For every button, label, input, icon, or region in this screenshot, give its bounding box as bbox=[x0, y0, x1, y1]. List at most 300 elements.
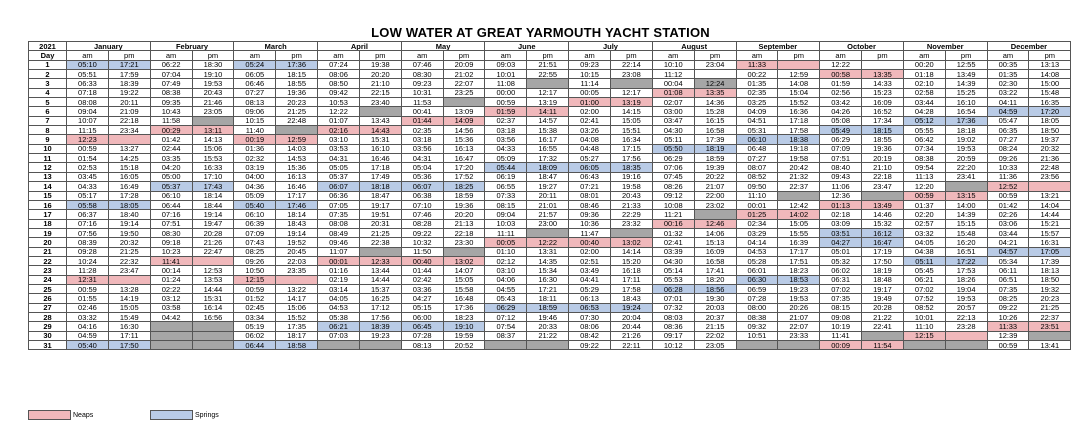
time-cell: 05:24 bbox=[234, 60, 276, 69]
time-cell: 06:43 bbox=[569, 172, 611, 181]
time-cell: 07:51 bbox=[820, 154, 862, 163]
time-cell: 02:07 bbox=[652, 98, 694, 107]
time-cell: 09:26 bbox=[987, 154, 1029, 163]
time-cell: 04:31 bbox=[318, 154, 360, 163]
time-cell: 07:16 bbox=[67, 219, 109, 228]
time-cell: 07:01 bbox=[652, 294, 694, 303]
time-cell: 04:14 bbox=[736, 238, 778, 247]
time-cell: 11:12 bbox=[652, 70, 694, 79]
time-cell bbox=[862, 331, 904, 340]
day-number: 29 bbox=[29, 322, 67, 331]
time-cell bbox=[192, 341, 234, 350]
time-cell: 15:48 bbox=[1029, 88, 1071, 97]
time-cell: 08:07 bbox=[736, 163, 778, 172]
time-cell: 12:22 bbox=[527, 238, 569, 247]
time-cell: 10:15 bbox=[569, 70, 611, 79]
time-cell: 07:10 bbox=[401, 200, 443, 209]
time-cell: 03:39 bbox=[652, 247, 694, 256]
time-cell: 08:49 bbox=[318, 228, 360, 237]
time-cell: 01:25 bbox=[736, 210, 778, 219]
time-cell: 15:52 bbox=[778, 98, 820, 107]
table-row bbox=[29, 219, 1071, 228]
time-cell: 14:15 bbox=[610, 107, 652, 116]
time-cell: 02:57 bbox=[903, 219, 945, 228]
time-cell: 13:21 bbox=[1029, 191, 1071, 200]
time-cell: 12:23 bbox=[67, 135, 109, 144]
time-cell: 13:02 bbox=[610, 238, 652, 247]
time-cell bbox=[778, 341, 820, 350]
time-cell: 16:13 bbox=[276, 172, 318, 181]
month-header: May bbox=[401, 42, 485, 51]
time-cell: 15:32 bbox=[862, 219, 904, 228]
time-cell: 05:51 bbox=[67, 70, 109, 79]
time-cell: 04:48 bbox=[569, 144, 611, 153]
time-cell: 16:15 bbox=[694, 116, 736, 125]
time-cell: 09:28 bbox=[67, 247, 109, 256]
day-number: 30 bbox=[29, 331, 67, 340]
time-cell: 02:41 bbox=[652, 238, 694, 247]
time-cell: 00:19 bbox=[234, 135, 276, 144]
time-cell: 02:12 bbox=[485, 256, 527, 265]
time-cell: 06:39 bbox=[234, 219, 276, 228]
time-cell: 08:13 bbox=[234, 98, 276, 107]
time-cell: 08:50 bbox=[318, 79, 360, 88]
time-cell: 09:35 bbox=[150, 98, 192, 107]
time-cell: 05:40 bbox=[234, 200, 276, 209]
time-cell: 22:03 bbox=[276, 256, 318, 265]
time-cell: 21:07 bbox=[778, 312, 820, 321]
day-number: 13 bbox=[29, 172, 67, 181]
time-cell: 22:18 bbox=[862, 172, 904, 181]
time-cell: 10:53 bbox=[318, 98, 360, 107]
time-cell: 01:44 bbox=[401, 266, 443, 275]
time-cell: 00:09 bbox=[820, 341, 862, 350]
time-cell bbox=[443, 98, 485, 107]
day-number: 20 bbox=[29, 238, 67, 247]
time-cell: 19:16 bbox=[610, 172, 652, 181]
time-cell: 04:28 bbox=[903, 107, 945, 116]
time-cell: 22:07 bbox=[778, 322, 820, 331]
time-cell: 06:31 bbox=[820, 275, 862, 284]
time-cell: 19:10 bbox=[443, 322, 485, 331]
time-cell: 21:07 bbox=[694, 182, 736, 191]
time-cell: 09:12 bbox=[652, 191, 694, 200]
time-cell: 08:26 bbox=[652, 182, 694, 191]
day-number: 5 bbox=[29, 98, 67, 107]
time-cell: 18:23 bbox=[778, 266, 820, 275]
time-cell: 04:41 bbox=[569, 275, 611, 284]
time-cell: 19:53 bbox=[778, 294, 820, 303]
time-cell: 20:23 bbox=[276, 98, 318, 107]
time-cell: 05:37 bbox=[318, 172, 360, 181]
time-cell: 05:36 bbox=[401, 172, 443, 181]
time-cell: 00:59 bbox=[903, 191, 945, 200]
time-cell: 09:08 bbox=[820, 312, 862, 321]
day-number: 26 bbox=[29, 294, 67, 303]
time-cell: 06:01 bbox=[736, 266, 778, 275]
time-cell bbox=[945, 182, 987, 191]
time-cell: 20:28 bbox=[862, 303, 904, 312]
time-cell: 23:04 bbox=[694, 60, 736, 69]
table-row bbox=[29, 200, 1071, 209]
time-cell: 04:33 bbox=[485, 144, 527, 153]
time-cell bbox=[359, 247, 401, 256]
time-cell: 21:33 bbox=[610, 200, 652, 209]
time-cell bbox=[1029, 331, 1071, 340]
time-cell: 02:26 bbox=[987, 210, 1029, 219]
time-cell: 02:56 bbox=[820, 88, 862, 97]
time-cell: 17:58 bbox=[610, 284, 652, 293]
time-cell: 21:10 bbox=[359, 79, 401, 88]
table-row bbox=[29, 154, 1071, 163]
time-cell: 14:17 bbox=[276, 294, 318, 303]
time-cell: 06:11 bbox=[987, 266, 1029, 275]
time-cell: 00:59 bbox=[485, 98, 527, 107]
time-cell: 07:32 bbox=[652, 303, 694, 312]
time-cell: 06:10 bbox=[736, 135, 778, 144]
table-row bbox=[29, 210, 1071, 219]
time-cell: 09:36 bbox=[569, 210, 611, 219]
table-row bbox=[29, 294, 1071, 303]
day-number: 31 bbox=[29, 341, 67, 350]
time-cell: 04:26 bbox=[820, 107, 862, 116]
time-cell: 15:31 bbox=[359, 135, 401, 144]
time-cell: 08:30 bbox=[150, 228, 192, 237]
time-cell: 15:58 bbox=[443, 284, 485, 293]
time-cell: 18:09 bbox=[527, 163, 569, 172]
time-cell: 15:53 bbox=[192, 154, 234, 163]
time-cell: 12:55 bbox=[945, 60, 987, 69]
day-number: 24 bbox=[29, 275, 67, 284]
time-cell: 01:13 bbox=[820, 200, 862, 209]
table-row bbox=[29, 116, 1071, 125]
time-cell: 02:00 bbox=[569, 247, 611, 256]
time-cell: 04:06 bbox=[485, 275, 527, 284]
time-cell: 19:04 bbox=[945, 284, 987, 293]
time-cell: 09:18 bbox=[150, 238, 192, 247]
time-cell: 00:40 bbox=[569, 238, 611, 247]
time-cell: 00:35 bbox=[987, 60, 1029, 69]
time-cell: 03:42 bbox=[820, 98, 862, 107]
time-cell: 06:02 bbox=[234, 331, 276, 340]
time-cell: 05:28 bbox=[736, 256, 778, 265]
time-cell: 01:16 bbox=[318, 266, 360, 275]
time-cell: 22:32 bbox=[108, 256, 150, 265]
time-cell: 06:21 bbox=[903, 275, 945, 284]
time-cell: 08:01 bbox=[569, 191, 611, 200]
time-cell: 23:32 bbox=[610, 219, 652, 228]
time-cell: 21:26 bbox=[192, 238, 234, 247]
time-cell: 07:04 bbox=[150, 70, 192, 79]
time-cell: 18:05 bbox=[108, 200, 150, 209]
day-number: 1 bbox=[29, 60, 67, 69]
time-cell: 17:51 bbox=[778, 256, 820, 265]
time-cell: 10:03 bbox=[485, 219, 527, 228]
time-cell: 13:11 bbox=[192, 126, 234, 135]
time-cell: 02:10 bbox=[903, 79, 945, 88]
time-cell: 12:42 bbox=[778, 200, 820, 209]
time-cell: 19:47 bbox=[192, 219, 234, 228]
time-cell: 18:13 bbox=[1029, 266, 1071, 275]
time-cell: 03:44 bbox=[987, 228, 1029, 237]
time-cell: 06:42 bbox=[903, 135, 945, 144]
time-cell: 09:23 bbox=[401, 79, 443, 88]
time-cell: 05:14 bbox=[652, 266, 694, 275]
time-cell: 03:47 bbox=[652, 116, 694, 125]
time-cell: 05:01 bbox=[820, 247, 862, 256]
time-cell: 07:46 bbox=[401, 60, 443, 69]
time-cell: 10:24 bbox=[67, 256, 109, 265]
time-cell: 10:33 bbox=[987, 163, 1029, 172]
time-cell: 06:29 bbox=[820, 135, 862, 144]
time-cell: 22:55 bbox=[527, 70, 569, 79]
time-cell: 18:14 bbox=[276, 210, 318, 219]
time-cell: 16:58 bbox=[694, 256, 736, 265]
time-cell: 13:09 bbox=[443, 107, 485, 116]
time-cell: 22:13 bbox=[945, 312, 987, 321]
time-cell: 00:01 bbox=[736, 200, 778, 209]
time-cell: 17:18 bbox=[359, 163, 401, 172]
time-cell: 02:45 bbox=[234, 303, 276, 312]
time-cell: 05:53 bbox=[652, 275, 694, 284]
time-cell: 03:58 bbox=[150, 303, 192, 312]
time-cell: 07:09 bbox=[820, 144, 862, 153]
time-cell: 06:10 bbox=[234, 210, 276, 219]
time-cell: 20:20 bbox=[359, 70, 401, 79]
time-cell: 21:25 bbox=[276, 107, 318, 116]
time-cell: 05:11 bbox=[652, 135, 694, 144]
time-cell: 12:52 bbox=[987, 182, 1029, 191]
time-cell: 06:30 bbox=[736, 275, 778, 284]
time-cell: 04:38 bbox=[903, 247, 945, 256]
time-cell: 17:58 bbox=[778, 126, 820, 135]
time-cell: 02:34 bbox=[736, 219, 778, 228]
time-cell: 15:34 bbox=[527, 266, 569, 275]
time-cell: 10:08 bbox=[652, 200, 694, 209]
time-cell: 14:56 bbox=[443, 126, 485, 135]
time-cell: 17:19 bbox=[862, 247, 904, 256]
time-cell: 08:42 bbox=[569, 331, 611, 340]
time-cell: 22:29 bbox=[610, 210, 652, 219]
time-cell: 08:40 bbox=[820, 163, 862, 172]
time-cell: 11:50 bbox=[401, 247, 443, 256]
time-cell: 18:50 bbox=[1029, 275, 1071, 284]
time-cell: 12:59 bbox=[276, 135, 318, 144]
time-cell: 00:29 bbox=[150, 126, 192, 135]
am-header: am bbox=[234, 51, 276, 60]
time-cell: 14:00 bbox=[945, 200, 987, 209]
time-cell: 09:43 bbox=[820, 172, 862, 181]
time-cell: 16:58 bbox=[694, 126, 736, 135]
time-cell: 02:42 bbox=[401, 275, 443, 284]
time-cell: 14:25 bbox=[108, 154, 150, 163]
table-row bbox=[29, 331, 1071, 340]
time-cell: 16:05 bbox=[108, 172, 150, 181]
time-cell: 17:34 bbox=[862, 116, 904, 125]
time-cell: 18:19 bbox=[862, 266, 904, 275]
time-cell: 04:21 bbox=[987, 238, 1029, 247]
month-header: November bbox=[903, 42, 987, 51]
time-cell: 10:26 bbox=[987, 312, 1029, 321]
time-cell: 02:53 bbox=[67, 163, 109, 172]
time-cell: 13:49 bbox=[862, 200, 904, 209]
time-cell: 13:43 bbox=[359, 116, 401, 125]
time-cell: 22:47 bbox=[192, 247, 234, 256]
time-cell: 20:45 bbox=[276, 247, 318, 256]
time-cell: 16:10 bbox=[945, 98, 987, 107]
time-cell: 14:14 bbox=[610, 247, 652, 256]
time-cell: 21:36 bbox=[1029, 154, 1071, 163]
time-cell: 07:30 bbox=[569, 312, 611, 321]
month-header: August bbox=[652, 42, 736, 51]
time-cell bbox=[318, 341, 360, 350]
time-cell: 20:31 bbox=[359, 219, 401, 228]
time-cell: 18:14 bbox=[192, 191, 234, 200]
time-cell bbox=[945, 331, 987, 340]
time-cell: 18:59 bbox=[694, 154, 736, 163]
time-cell: 11:36 bbox=[987, 172, 1029, 181]
time-cell: 10:36 bbox=[569, 219, 611, 228]
time-cell: 16:48 bbox=[443, 294, 485, 303]
time-cell: 07:46 bbox=[401, 210, 443, 219]
time-cell: 19:18 bbox=[778, 144, 820, 153]
time-cell: 00:01 bbox=[318, 256, 360, 265]
time-cell bbox=[694, 210, 736, 219]
time-cell: 11:07 bbox=[318, 247, 360, 256]
time-cell: 20:23 bbox=[1029, 294, 1071, 303]
time-cell: 15:15 bbox=[945, 219, 987, 228]
time-cell: 17:05 bbox=[1029, 247, 1071, 256]
time-cell: 17:56 bbox=[610, 154, 652, 163]
time-cell: 10:01 bbox=[903, 312, 945, 321]
time-cell: 16:20 bbox=[945, 238, 987, 247]
am-header: am bbox=[820, 51, 862, 60]
time-cell: 07:28 bbox=[401, 331, 443, 340]
month-header: September bbox=[736, 42, 820, 51]
pm-header: pm bbox=[1029, 51, 1071, 60]
time-cell bbox=[150, 331, 192, 340]
time-cell bbox=[276, 275, 318, 284]
time-cell: 15:25 bbox=[945, 88, 987, 97]
time-cell: 18:43 bbox=[610, 294, 652, 303]
time-cell: 07:35 bbox=[987, 284, 1029, 293]
time-cell: 19:17 bbox=[862, 284, 904, 293]
time-cell: 09:23 bbox=[569, 60, 611, 69]
time-cell: 23:41 bbox=[945, 172, 987, 181]
time-cell: 21:57 bbox=[527, 210, 569, 219]
time-cell: 08:38 bbox=[903, 154, 945, 163]
time-cell: 22:07 bbox=[443, 79, 485, 88]
time-cell bbox=[610, 228, 652, 237]
time-cell: 22:14 bbox=[610, 60, 652, 69]
time-cell: 00:04 bbox=[652, 79, 694, 88]
time-cell: 17:10 bbox=[192, 172, 234, 181]
table-row bbox=[29, 79, 1071, 88]
time-cell bbox=[736, 341, 778, 350]
time-cell: 23:40 bbox=[359, 98, 401, 107]
time-cell: 06:22 bbox=[150, 60, 192, 69]
time-cell: 11:06 bbox=[820, 182, 862, 191]
time-cell: 04:51 bbox=[736, 116, 778, 125]
day-number: 11 bbox=[29, 154, 67, 163]
time-cell: 19:37 bbox=[1029, 135, 1071, 144]
time-cell: 08:15 bbox=[485, 200, 527, 209]
time-cell: 09:42 bbox=[318, 88, 360, 97]
time-cell: 08:38 bbox=[150, 88, 192, 97]
time-cell: 03:45 bbox=[67, 172, 109, 181]
time-cell: 19:22 bbox=[108, 88, 150, 97]
time-cell: 03:29 bbox=[736, 228, 778, 237]
time-cell: 14:57 bbox=[527, 116, 569, 125]
time-cell: 11:53 bbox=[401, 98, 443, 107]
time-cell: 19:14 bbox=[192, 210, 234, 219]
time-cell: 22:41 bbox=[862, 322, 904, 331]
time-cell: 17:36 bbox=[443, 303, 485, 312]
time-cell: 05:12 bbox=[903, 116, 945, 125]
table-row bbox=[29, 135, 1071, 144]
time-cell: 00:05 bbox=[485, 238, 527, 247]
time-cell: 07:18 bbox=[67, 88, 109, 97]
time-cell: 06:07 bbox=[318, 182, 360, 191]
time-cell: 04:57 bbox=[987, 247, 1029, 256]
table-row bbox=[29, 107, 1071, 116]
time-cell: 01:54 bbox=[67, 154, 109, 163]
time-cell: 02:41 bbox=[569, 116, 611, 125]
time-cell: 15:06 bbox=[192, 144, 234, 153]
time-cell: 12:36 bbox=[820, 191, 862, 200]
pm-header: pm bbox=[359, 51, 401, 60]
pm-header: pm bbox=[862, 51, 904, 60]
time-cell: 07:05 bbox=[318, 200, 360, 209]
day-number: 15 bbox=[29, 191, 67, 200]
time-cell: 02:20 bbox=[903, 210, 945, 219]
time-cell: 05:37 bbox=[150, 182, 192, 191]
month-header: March bbox=[234, 42, 318, 51]
pm-header: pm bbox=[527, 51, 569, 60]
time-cell: 14:36 bbox=[694, 98, 736, 107]
time-cell: 21:32 bbox=[778, 172, 820, 181]
time-cell: 02:51 bbox=[569, 256, 611, 265]
time-cell: 05:00 bbox=[150, 172, 192, 181]
time-cell: 18:23 bbox=[443, 312, 485, 321]
time-cell: 18:26 bbox=[945, 275, 987, 284]
time-cell: 23:47 bbox=[862, 182, 904, 191]
time-cell: 07:33 bbox=[485, 191, 527, 200]
time-cell: 07:43 bbox=[234, 238, 276, 247]
time-cell: 00:16 bbox=[652, 219, 694, 228]
time-cell: 19:30 bbox=[694, 294, 736, 303]
time-cell bbox=[192, 322, 234, 331]
time-cell: 11:08 bbox=[485, 79, 527, 88]
time-cell: 03:18 bbox=[485, 126, 527, 135]
time-cell: 17:50 bbox=[108, 341, 150, 350]
time-cell: 14:06 bbox=[694, 228, 736, 237]
time-cell: 17:17 bbox=[276, 191, 318, 200]
time-cell: 22:37 bbox=[778, 182, 820, 191]
time-cell: 17:53 bbox=[945, 266, 987, 275]
time-cell: 08:00 bbox=[736, 303, 778, 312]
time-cell: 11:54 bbox=[862, 341, 904, 350]
time-cell: 08:39 bbox=[67, 238, 109, 247]
time-cell: 19:59 bbox=[443, 331, 485, 340]
time-cell: 09:46 bbox=[318, 238, 360, 247]
day-number: 14 bbox=[29, 182, 67, 191]
time-cell: 02:58 bbox=[903, 88, 945, 97]
time-cell: 07:35 bbox=[820, 294, 862, 303]
time-cell: 14:13 bbox=[192, 135, 234, 144]
time-cell: 08:06 bbox=[569, 322, 611, 331]
time-cell bbox=[527, 341, 569, 350]
